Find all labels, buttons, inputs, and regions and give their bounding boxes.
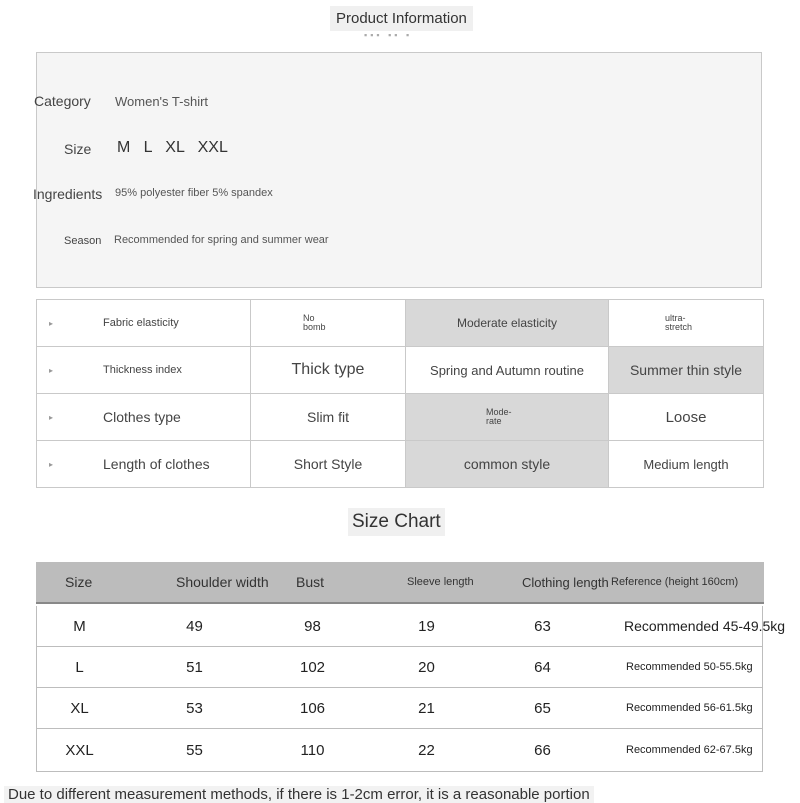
- cell-bust: 110: [300, 741, 325, 759]
- bullet-arrow-icon: ▸: [49, 412, 54, 422]
- cell-length: 65: [534, 699, 551, 717]
- cell-shoulder: 49: [186, 617, 203, 635]
- info-label-season: Season: [64, 235, 102, 247]
- table-row: [36, 606, 786, 647]
- info-value-season: Recommended for spring and summer wear: [114, 234, 329, 246]
- product-info-box: [36, 52, 762, 288]
- cell-length: 66: [534, 741, 551, 759]
- cell-reference: Recommended 45-49.5kg: [624, 618, 786, 634]
- cell-bust: 98: [304, 617, 321, 635]
- info-value-ingredients: 95% polyester fiber 5% spandex: [115, 187, 273, 199]
- footer-note: Due to different measurement methods, if there is 1-2cm error, it is a reasonable portion: [4, 786, 594, 803]
- cell-shoulder: 51: [186, 658, 203, 676]
- header-size: Size: [65, 574, 93, 590]
- cell-size: M: [73, 617, 86, 635]
- cell-shoulder: 55: [186, 741, 203, 759]
- cell-sleeve: 20: [418, 658, 435, 676]
- attribute-grid: [36, 299, 764, 488]
- attr-option-cell: Short Style: [251, 441, 406, 487]
- header-reference: Reference (height 160cm): [611, 576, 739, 588]
- cell-size: XL: [70, 699, 89, 717]
- bullet-arrow-icon: ▸: [49, 459, 54, 469]
- cell-reference: Recommended 56-61.5kg: [626, 702, 753, 714]
- header-clothing-length: Clothing length: [522, 574, 609, 590]
- attr-label-cell: ▸ Fabric elasticity: [37, 300, 251, 347]
- header-bust: Bust: [296, 574, 325, 590]
- attr-option-cell-selected: Summer thin style: [609, 347, 763, 394]
- attr-option-cell: Loose: [609, 394, 763, 441]
- info-label-category: Category: [34, 93, 91, 109]
- attr-option-cell: ultra- stretch: [609, 300, 763, 347]
- cell-length: 64: [534, 658, 551, 676]
- attr-option-cell: No bomb: [251, 300, 406, 347]
- attr-option-cell: Slim fit: [251, 394, 406, 441]
- cell-reference: Recommended 62-67.5kg: [626, 744, 753, 756]
- attr-option-cell: Medium length: [643, 456, 729, 472]
- cell-sleeve: 19: [418, 617, 435, 635]
- attr-option-cell-selected: Mode- rate: [406, 394, 609, 441]
- attr-label-cell: ▸ Length of clothes: [37, 441, 251, 487]
- product-info-title: Product Information ▪▪▪ ▪▪ ▪: [330, 6, 473, 31]
- info-value-category: Women's T-shirt: [115, 94, 209, 109]
- table-row: [36, 688, 763, 729]
- cell-bust: 106: [299, 699, 326, 717]
- bullet-arrow-icon: ▸: [49, 318, 54, 328]
- cell-sleeve: 21: [418, 699, 435, 717]
- cell-bust: 102: [299, 658, 326, 676]
- attr-option-cell: Spring and Autumn routine: [406, 347, 609, 394]
- attr-option-cell: Thick type: [251, 347, 406, 394]
- cell-sleeve: 22: [418, 741, 435, 759]
- info-label-ingredients: Ingredients: [33, 186, 103, 202]
- attr-option-cell-selected: Moderate elasticity: [406, 300, 609, 347]
- table-row: [36, 729, 763, 772]
- cell-size: L: [75, 658, 84, 676]
- table-row: [36, 647, 763, 688]
- attr-option-cell-selected: common style: [406, 441, 609, 487]
- attr-label-cell: ▸ Clothes type: [37, 394, 251, 441]
- header-shoulder-width: Shoulder width: [176, 574, 269, 590]
- cell-length: 63: [534, 617, 551, 635]
- cell-shoulder: 53: [186, 699, 203, 717]
- header-sleeve-length: Sleeve length: [407, 576, 474, 588]
- info-label-size: Size: [64, 141, 92, 157]
- bullet-arrow-icon: ▸: [49, 365, 54, 375]
- decorative-dots: ▪▪▪ ▪▪ ▪: [364, 30, 413, 40]
- attr-label-cell: ▸ Thickness index: [37, 347, 251, 394]
- info-value-size: M L XL XXL: [117, 139, 228, 156]
- size-chart-header: [36, 562, 764, 604]
- cell-reference: Recommended 50-55.5kg: [626, 661, 753, 673]
- size-chart-title: Size Chart: [348, 508, 445, 536]
- cell-size: XXL: [65, 741, 94, 759]
